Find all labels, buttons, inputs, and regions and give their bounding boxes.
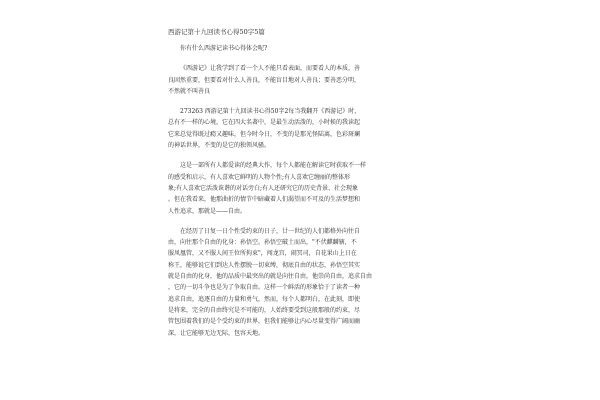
- text-line: 是将来，完全的自由终究是不可能的，人始终要受到这般那般的约束，尽: [168, 306, 361, 314]
- document-page: [168, 28, 432, 348]
- paragraph-1: [168, 63, 432, 97]
- text-line: 管包围着我们的是个受约束的世界，但我们能够让内心尽量变得广阔而幽: [168, 318, 361, 326]
- text-line: 不然就不叫善良: [168, 87, 211, 95]
- text-line: 你有什么西游记读书心得体会呢?: [180, 45, 268, 52]
- paragraph-4: [168, 226, 432, 339]
- document-title: 西游记第十九回读书心得50字5篇: [168, 28, 265, 36]
- text-line: 《西游记》让我学到了看一个人不能只看表面，而要看人的本质，善: [180, 65, 361, 73]
- text-line: 。但在我看来，他那曲折的情节中暗藏着人们渴望而不可及的生活梦想和: [168, 196, 361, 204]
- text-line: 由，向往那个自由的化身：孙悟空。孙悟空破土而出，"不伏麒麟辖，不: [168, 239, 357, 247]
- text-line: 象;有人喜欢它活泼诙谐的对话旁白;有人还研究它的历史背景、社会现象: [168, 184, 359, 192]
- text-line: 良固然重要，但要看对什么人善良，不能盲目地对人善良；要善恶分明，: [168, 76, 361, 84]
- paragraph-question: [168, 43, 432, 54]
- text-line: 的感受和启示，有人喜欢它鲜明的人物个性;有人喜欢它缠丽的整体形: [168, 173, 351, 181]
- text-line: 这是一部所有人都爱读的经典大作，每个人都能在解读它时获取不一样: [180, 162, 367, 170]
- text-line: 在经历了日复一日个性受约束的日子，廿一世纪的人们都格外向往自: [180, 227, 361, 235]
- text-line: 的神话世界，不变的是它的独领风骚。: [168, 142, 271, 150]
- text-line: 就是自由的化身，他的品质中最突出的就是向往自由，他崇尚自由，追求自由: [168, 273, 373, 281]
- text-line: 人性追求，那就是——自由。: [168, 207, 247, 215]
- text-line: ，它的一切斗争也是为了争取自由。这样一个鲜活的形象恰于了读者一种: [168, 284, 361, 292]
- paragraph-3: [168, 160, 432, 216]
- text-line: 服凤凰管，又不服人间王位所拘束"，闯龙宫，闹冥司，自花果山上日在: [168, 250, 357, 258]
- text-line: 深，让它能够无边无际，包容天地。: [168, 329, 265, 337]
- text-line: 它来总觉得既过瘾又趣味，但今时今日，不变的是那光怪陆离，色彩斑斓: [168, 130, 361, 138]
- text-line: 称王，能够说它们到达人性摆脱一切束缚，彻底自由的状态，孙悟空其实: [168, 261, 361, 269]
- text-line: 273263 西游记第十九回读书心得50字2每当我翻开《西游记》时，: [180, 108, 361, 116]
- text-line: 总有不一样的心境，它在四大名著中，是最生动活泼的，小时候的我读起: [168, 119, 361, 127]
- text-line: 追求自由，追逐自由的力量和勇气，然而，每个人都明白，在此刻，即使: [168, 295, 361, 303]
- paragraph-2: [168, 106, 432, 151]
